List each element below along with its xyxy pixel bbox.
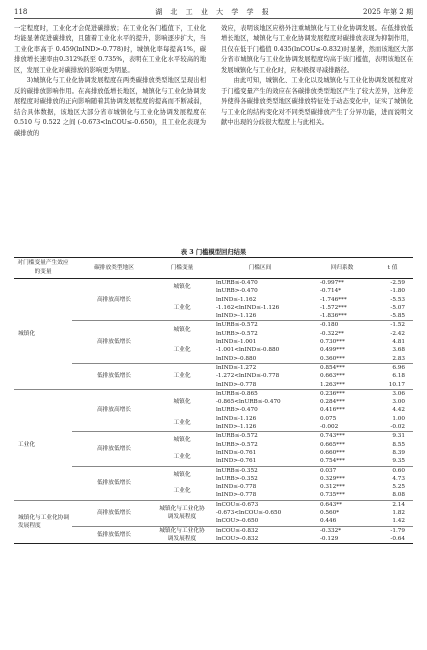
coef-cell: 0.446 xyxy=(312,517,372,526)
t-cell: 10.17 xyxy=(372,381,413,390)
t-cell: 4.81 xyxy=(392,339,405,346)
column-header: t 值 xyxy=(372,258,413,279)
range-cell: lnIND≤-1.272 xyxy=(216,364,257,371)
coef-cell: -0.332* xyxy=(320,527,342,534)
coef-cell: 0.643** xyxy=(320,501,342,508)
effect-variable-cell: 工业化 xyxy=(14,389,72,500)
threshold-variable-cell: 城镇化 xyxy=(173,471,191,478)
t-cell: 2.83 xyxy=(372,355,413,364)
range-cell: lnURB≤-0.470 xyxy=(216,280,258,286)
threshold-variable-cell: 城镇化与工业化协调发展程度 xyxy=(156,500,208,526)
t-cell: -5.07 xyxy=(390,304,405,311)
range-cell: lnCOU≤-0.832 xyxy=(216,527,259,534)
coef-cell: 0.665*** xyxy=(320,441,345,448)
t-cell: 8.08 xyxy=(372,491,413,500)
t-cell: -5.53 xyxy=(390,296,405,303)
t-cell: 6.18 xyxy=(392,373,405,380)
range-cell: lnIND>-1.126 xyxy=(208,312,312,321)
region-cell: 高排放高增长 xyxy=(72,389,156,431)
threshold-variable-cell: 工业化 xyxy=(156,296,208,321)
coef-cell: 1.263*** xyxy=(312,381,372,390)
range-cell: lnIND≤-0.761 xyxy=(216,449,257,456)
t-cell: 9.31 xyxy=(392,433,405,440)
paragraph: 由此可知，城镇化、工业化以及城镇化与工业化协调发展程度对于门槛变量产生的效应在各碳排放类型地区产生了较大差异，这种差异使得各碳排放类型地区碳排放特征处于动态变化中，证实了城镇化与工业化的结构变化对不同类型碳排放产生了分异功能，进而说明文献中出现的分歧很大程度上与此相关。 xyxy=(221,77,413,127)
range-cell: -1.001<lnIND≤-0.880 xyxy=(216,347,280,354)
region-cell: 低排放低增长 xyxy=(72,526,156,544)
page-number: 118 xyxy=(14,8,28,16)
t-cell: -0.02 xyxy=(372,423,413,432)
table-header-row xyxy=(14,258,413,279)
coef-cell: 0.284*** xyxy=(320,399,345,406)
range-cell: lnIND>-0.778 xyxy=(208,381,312,390)
t-cell: 4.42 xyxy=(392,407,405,414)
coef-cell: 0.037 xyxy=(320,467,337,474)
range-cell: lnURB>-0.352 xyxy=(216,475,258,482)
paragraph: 效应，表明该地区应格外注重城镇化与工业化协调发展。在低排放低增长地区，城镇化与工业化协调发展程度对碳排放表现为抑制作用，且仅在低于门槛值 0.435(lnCOU≤-0.832)时显著，然而该地区大部分省市城镇化与工业化协调发展程度均高于该门槛值，表明该地区在发展城镇化与工业化时，应积极探寻减排路径。 xyxy=(221,25,413,74)
coef-cell: 0.416*** xyxy=(320,407,345,414)
t-cell: 8.39 xyxy=(392,449,405,456)
paragraph: 一定程度时，工业化才会促进碳排放；在工业化各门槛值下，工业化均能显著促进碳排放，且随着工业化水平的提升，影响逐步扩大，当工业化率高于 0.459(lnIND>-0.778)时，城镇化率每提高1%，碳排放增长速率由0.312%跃至 0.735%，表明在工业化水平较高的地区，发展工业化对碳排放的影响更为明显。 xyxy=(14,25,206,74)
range-cell: -0.673<lnCOU≤-0.650 xyxy=(216,510,282,517)
range-cell: lnIND≤-1.162 xyxy=(216,296,257,303)
region-cell: 低排放低增长 xyxy=(72,466,156,500)
coef-cell: 0.499*** xyxy=(320,347,345,354)
t-cell: -1.52 xyxy=(390,322,405,329)
regression-table xyxy=(14,257,413,544)
table-row xyxy=(14,466,413,475)
range-cell: lnURB>-0.470 xyxy=(216,288,258,295)
issue-label: 2025 年第 2 期 xyxy=(363,8,413,16)
range-cell: lnURB>-0.572 xyxy=(216,441,258,448)
t-cell: 1.42 xyxy=(372,517,413,526)
coef-cell: -1.836*** xyxy=(312,312,372,321)
range-cell: lnURB≤-0.572 xyxy=(216,322,258,329)
t-cell: 3.06 xyxy=(392,390,405,397)
range-cell: lnIND>-0.880 xyxy=(208,355,312,364)
coef-cell: 0.735*** xyxy=(312,491,372,500)
range-cell: lnURB>-0.572 xyxy=(216,330,258,337)
range-cell: -1.162<lnIND≤-1.126 xyxy=(216,304,280,311)
range-cell: lnIND>-0.778 xyxy=(208,491,312,500)
range-cell: lnIND≤-1.001 xyxy=(216,339,257,346)
column-header: 回归系数 xyxy=(312,258,372,279)
range-cell: lnIND>-1.126 xyxy=(208,423,312,432)
coef-cell: 0.329*** xyxy=(320,475,345,482)
region-cell: 高排放低增长 xyxy=(72,321,156,363)
t-cell: 4.73 xyxy=(392,475,405,482)
table-row xyxy=(14,321,413,330)
coef-cell: -0.997** xyxy=(320,280,344,286)
t-cell: 3.68 xyxy=(392,347,405,354)
range-cell: lnURB≤-0.352 xyxy=(216,467,258,474)
threshold-variable-cell: 工业化 xyxy=(156,415,208,432)
effect-variable-cell: 城镇化与工业化协调发展程度 xyxy=(14,500,72,543)
coef-cell: -0.714* xyxy=(320,288,342,295)
range-cell: lnCOU>-0.650 xyxy=(208,517,312,526)
coef-cell: 0.730*** xyxy=(320,339,345,346)
t-cell: -2.42 xyxy=(390,330,405,337)
coef-cell: -0.129 xyxy=(312,535,372,544)
coef-cell: 0.360*** xyxy=(312,355,372,364)
coef-cell: 0.075 xyxy=(320,415,337,422)
table-row xyxy=(14,363,413,372)
region-cell: 低排放低增长 xyxy=(72,363,156,389)
coef-cell: -0.180 xyxy=(320,322,339,329)
threshold-variable-cell: 城镇化 xyxy=(173,284,191,291)
t-cell: -1.79 xyxy=(390,527,405,534)
table-row xyxy=(14,389,413,398)
region-cell: 高排放低增长 xyxy=(72,432,156,466)
t-cell: -1.80 xyxy=(390,288,405,295)
column-header: 门槛区间 xyxy=(208,258,312,279)
paragraph: 3)城镇化与工业化协调发展程度在两类碳排放类型地区呈现出相反的碳排放影响作用。在高排放低增长地区，城镇化与工业化协调发展程度对碳排放的正向影响随着其协调发展程度的提高而不断减弱，结合具体数据，该地区大部分省市城镇化与工业化协调发展程度在 0.510 与 0.522 之间 (-0.673<lnCOU≤-0.650)，且工业化表现为碳排放的 xyxy=(14,77,206,137)
table-row xyxy=(14,279,413,288)
column-header: 对门槛变量产生效应的变量 xyxy=(14,258,72,279)
t-cell: -2.59 xyxy=(390,280,405,286)
coef-cell: 0.743*** xyxy=(320,433,345,440)
coef-cell: 0.560* xyxy=(320,510,340,517)
region-cell: 高排放高增长 xyxy=(72,279,156,321)
threshold-variable-cell: 工业化 xyxy=(156,338,208,363)
table-row xyxy=(14,432,413,441)
t-cell: 2.14 xyxy=(392,501,405,508)
t-cell: -5.85 xyxy=(372,312,413,321)
coef-cell: 0.854*** xyxy=(320,364,345,371)
t-cell: 3.00 xyxy=(392,399,405,406)
range-cell: lnIND≤-0.778 xyxy=(216,484,257,491)
threshold-variable-cell: 工业化 xyxy=(156,363,208,389)
t-cell: 5.25 xyxy=(392,484,405,491)
threshold-variable-cell: 城镇化与工业化协调发展程度 xyxy=(156,526,208,544)
range-cell: lnURB≤-0.572 xyxy=(216,433,258,440)
effect-variable-cell: 城镇化 xyxy=(14,279,72,390)
t-cell: 1.00 xyxy=(392,415,405,422)
left-column xyxy=(14,24,206,139)
range-cell: lnIND≤-1.126 xyxy=(216,415,257,422)
threshold-variable-cell: 城镇化 xyxy=(173,399,191,406)
table-caption: 表 3 门槛模型回归结果 xyxy=(180,249,247,256)
region-cell: 高排放低增长 xyxy=(72,500,156,526)
coef-cell: -0.322** xyxy=(320,330,344,337)
column-header: 门槛变量 xyxy=(156,258,208,279)
range-cell: lnIND>-0.761 xyxy=(208,457,312,466)
coef-cell: 0.312*** xyxy=(320,484,345,491)
coef-cell: 0.236*** xyxy=(320,390,345,397)
coef-cell: 0.754*** xyxy=(312,457,372,466)
range-cell: lnURB>-0.470 xyxy=(216,407,258,414)
range-cell: lnCOU≤-0.673 xyxy=(216,501,259,508)
column-header: 碳排放类型地区 xyxy=(72,258,156,279)
t-cell: 6.96 xyxy=(392,364,405,371)
t-cell: 9.35 xyxy=(372,457,413,466)
range-cell: -1.272<lnIND≤-0.778 xyxy=(216,373,280,380)
threshold-variable-cell: 城镇化 xyxy=(173,326,191,333)
coef-cell: -1.572*** xyxy=(320,304,347,311)
coef-cell: -1.746*** xyxy=(320,296,347,303)
table-row xyxy=(14,500,413,509)
right-column xyxy=(221,24,413,129)
table-row xyxy=(14,526,413,535)
range-cell: lnURB≤-0.865 xyxy=(216,390,258,397)
t-cell: -0.64 xyxy=(372,535,413,544)
coef-cell: 0.660*** xyxy=(320,449,345,456)
t-cell: 8.55 xyxy=(392,441,405,448)
threshold-variable-cell: 工业化 xyxy=(156,449,208,466)
page-header xyxy=(14,6,413,19)
t-cell: 1.82 xyxy=(392,510,405,517)
coef-cell: -0.002 xyxy=(312,423,372,432)
journal-title: 湖 北 工 业 大 学 学 报 xyxy=(155,8,272,16)
coef-cell: 0.663*** xyxy=(320,373,345,380)
range-cell: -0.865<lnURB≤-0.470 xyxy=(216,399,281,406)
t-cell: 0.60 xyxy=(392,467,405,474)
threshold-variable-cell: 工业化 xyxy=(156,483,208,500)
threshold-variable-cell: 城镇化 xyxy=(173,437,191,444)
range-cell: lnCOU>-0.832 xyxy=(208,535,312,544)
